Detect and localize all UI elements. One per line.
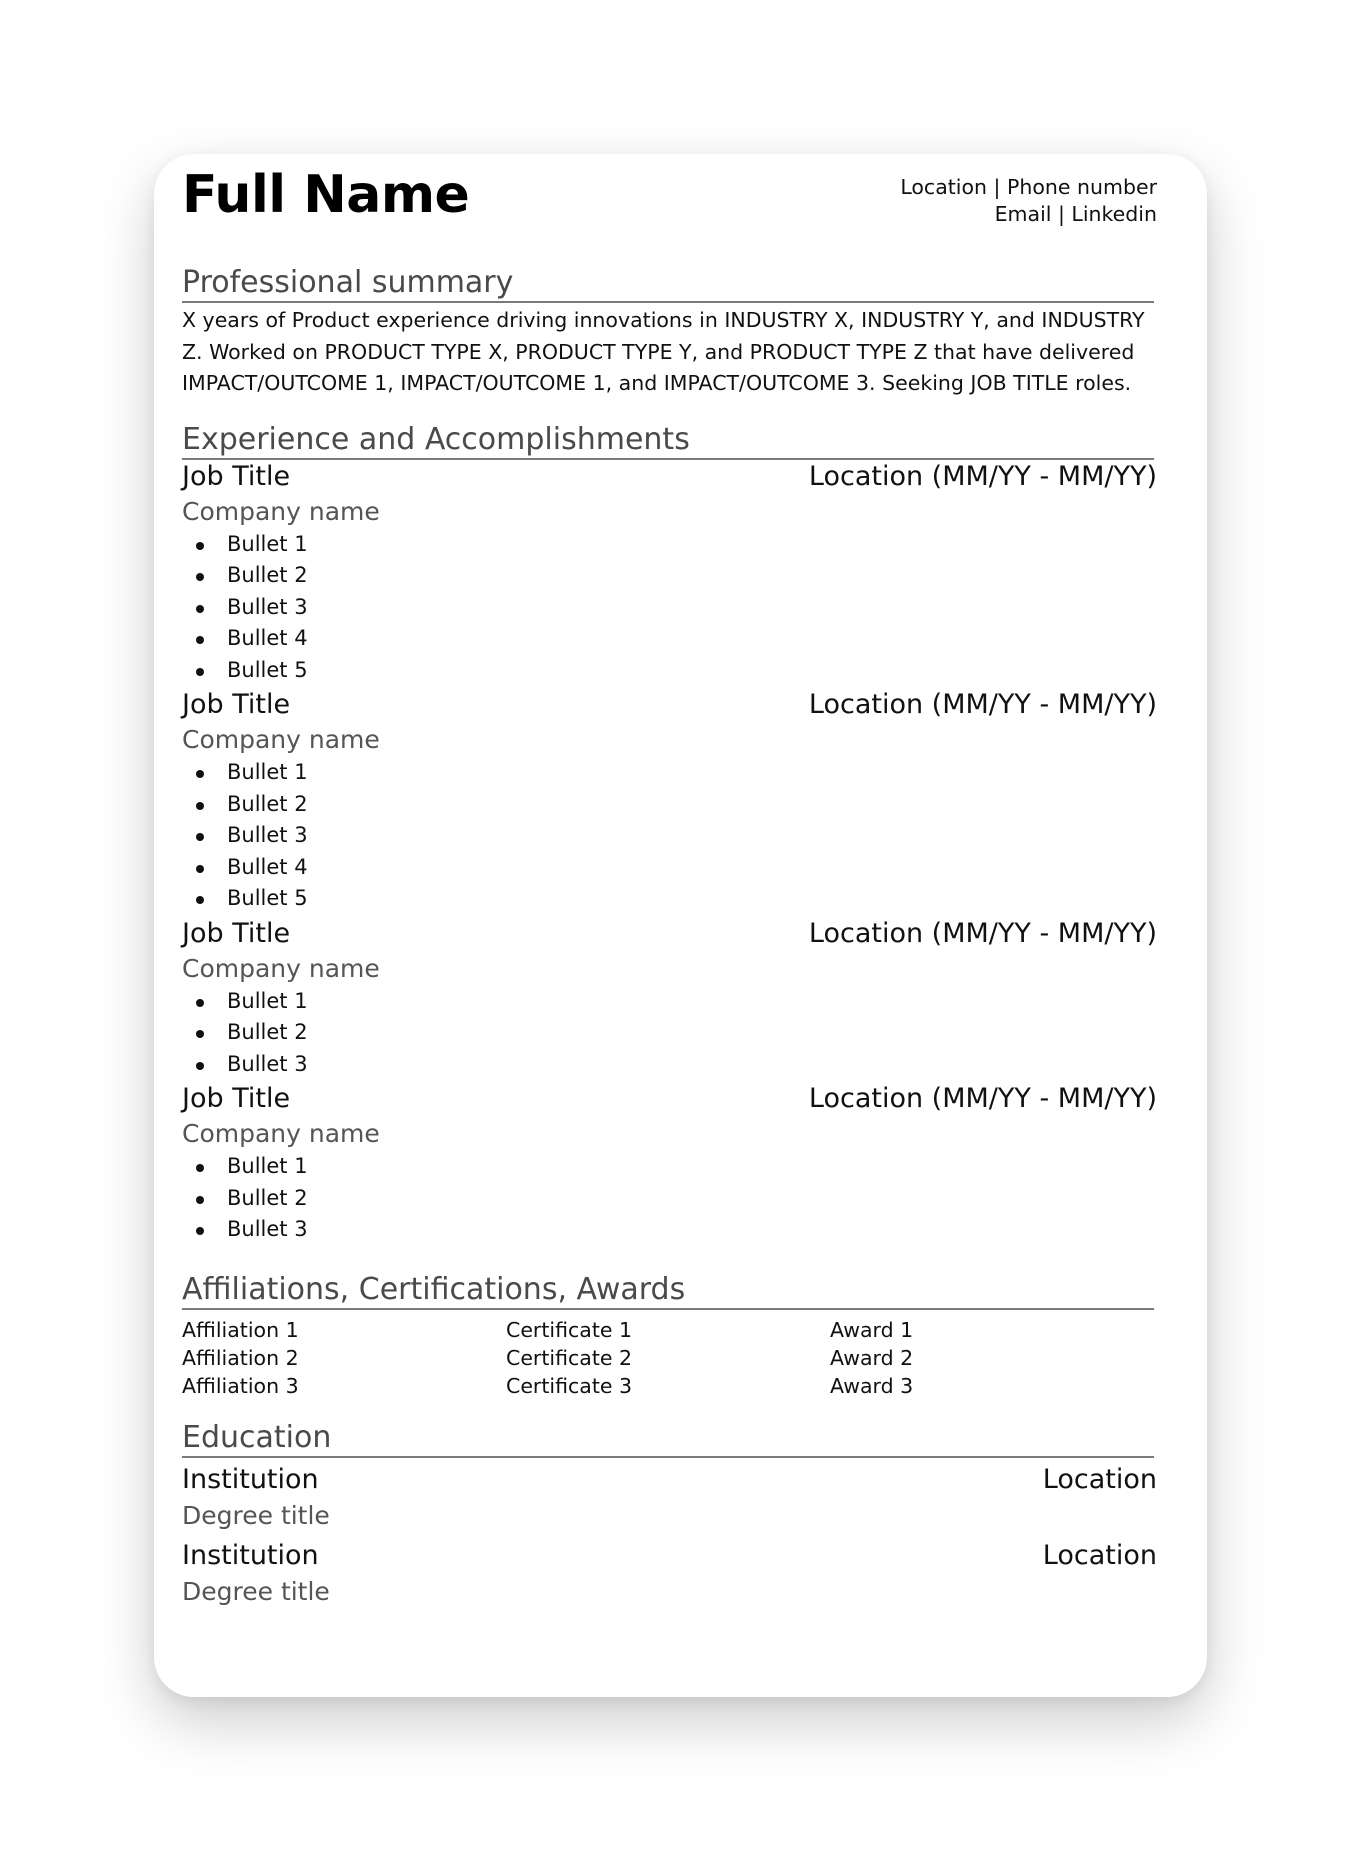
job-entry — [182, 460, 1157, 687]
bullet-item: Bullet 2 — [190, 1017, 1154, 1049]
award-item: Award 3 — [830, 1373, 914, 1398]
job-header — [182, 688, 1157, 722]
bullet-item: Bullet 3 — [190, 1214, 1154, 1246]
company-name: Company name — [182, 1119, 380, 1148]
institution-location: Location — [1042, 1539, 1157, 1571]
job-entry — [182, 1082, 1157, 1246]
education-section — [182, 1419, 1157, 1610]
company-name: Company name — [182, 725, 380, 754]
summary-text: X years of Product experience driving innovations in INDUSTRY X, INDUSTRY Y, and INDUSTRY Z. Worked on PRODUCT TYPE X, PRODUCT TYPE Y, and PRODUCT TYPE Z that have delivered IMPACT/OUTCOME 1, IMPACT/OUTCOME 1, and IMPACT/OUTCOME 3. Seeking JOB TITLE roles. — [182, 308, 1145, 395]
institution-name: Institution — [182, 1539, 319, 1571]
bullet-item: Bullet 3 — [190, 820, 1154, 852]
institution-location: Location — [1042, 1463, 1157, 1495]
award-item: Award 1 — [830, 1317, 914, 1342]
summary-heading: Professional summary — [182, 265, 1154, 303]
degree-title: Degree title — [182, 1576, 330, 1606]
affiliations-section — [182, 1272, 1154, 1400]
job-bullets — [190, 1151, 1154, 1246]
affiliation-item: Affiliation 2 — [182, 1345, 299, 1370]
certificate-item: Certificate 2 — [506, 1345, 633, 1370]
job-title: Job Title — [182, 460, 291, 492]
certificate-item: Certificate 1 — [506, 1317, 633, 1342]
job-location-dates: Location (MM/YY - MM/YY) — [808, 1083, 1157, 1114]
job-bullets — [190, 757, 1154, 915]
bullet-item: Bullet 5 — [190, 655, 1154, 687]
affiliation-item: Affiliation 3 — [182, 1373, 299, 1398]
contact-line-email-linkedin: Email | Linkedin — [994, 202, 1157, 226]
full-name: Full Name — [182, 165, 470, 225]
company-name: Company name — [182, 496, 380, 526]
affiliations-heading: Affiliations, Certifications, Awards — [182, 1272, 1154, 1310]
job-header — [182, 1082, 1157, 1116]
bullet-item: Bullet 2 — [190, 1183, 1154, 1215]
education-heading: Education — [182, 1420, 1154, 1458]
bullet-item: Bullet 2 — [190, 560, 1154, 592]
certificates-column — [506, 1316, 830, 1400]
job-entry — [182, 917, 1157, 1081]
experience-heading: Experience and Accomplishments — [182, 422, 1154, 460]
bullet-item: Bullet 3 — [190, 1049, 1154, 1081]
job-title: Job Title — [182, 1083, 291, 1114]
summary-section — [182, 265, 1154, 400]
contact-line-location-phone: Location | Phone number — [900, 175, 1157, 199]
job-location-dates: Location (MM/YY - MM/YY) — [808, 689, 1157, 720]
affiliation-item: Affiliation 1 — [182, 1317, 299, 1342]
job-bullets — [190, 986, 1154, 1081]
affiliations-column — [182, 1316, 506, 1400]
affiliations-grid — [182, 1316, 1154, 1400]
bullet-item: Bullet 2 — [190, 789, 1154, 821]
education-entry-header — [182, 1538, 1157, 1574]
job-title: Job Title — [182, 689, 291, 720]
education-entry-header — [182, 1462, 1157, 1498]
resume-page — [154, 154, 1207, 1697]
job-bullets — [190, 529, 1154, 687]
bullet-item: Bullet 4 — [190, 852, 1154, 884]
job-entry — [182, 688, 1157, 915]
certificate-item: Certificate 3 — [506, 1373, 633, 1398]
resume-header — [182, 164, 1157, 265]
job-header — [182, 917, 1157, 951]
bullet-item: Bullet 1 — [190, 757, 1154, 789]
experience-section — [182, 421, 1157, 1246]
contact-info — [900, 174, 1157, 228]
awards-column — [830, 1316, 1154, 1400]
award-item: Award 2 — [830, 1345, 914, 1370]
job-location-dates: Location (MM/YY - MM/YY) — [808, 460, 1157, 492]
degree-title: Degree title — [182, 1500, 330, 1530]
bullet-item: Bullet 1 — [190, 986, 1154, 1018]
bullet-item: Bullet 3 — [190, 592, 1154, 624]
job-header — [182, 460, 1157, 494]
institution-name: Institution — [182, 1463, 319, 1495]
bullet-item: Bullet 5 — [190, 883, 1154, 915]
job-location-dates: Location (MM/YY - MM/YY) — [808, 917, 1157, 949]
bullet-item: Bullet 1 — [190, 529, 1154, 561]
job-title: Job Title — [182, 917, 291, 949]
bullet-item: Bullet 4 — [190, 623, 1154, 655]
bullet-item: Bullet 1 — [190, 1151, 1154, 1183]
company-name: Company name — [182, 953, 380, 983]
